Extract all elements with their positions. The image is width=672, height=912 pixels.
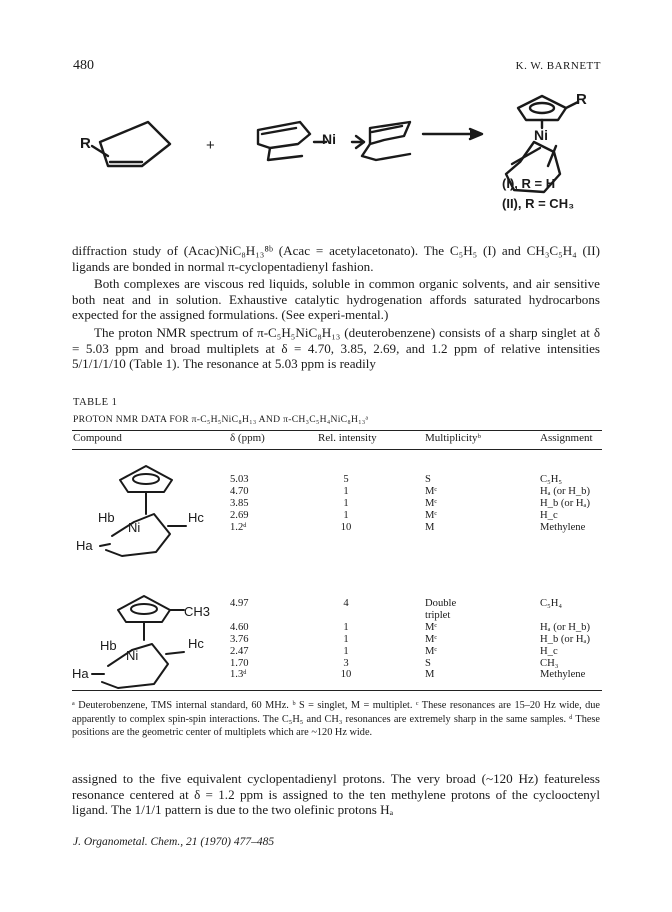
block2-multiplicity: Mᶜ bbox=[425, 633, 438, 645]
table-top-rule bbox=[72, 430, 602, 431]
block1-multiplicity-column bbox=[425, 474, 437, 534]
table-bottom-rule bbox=[72, 690, 602, 691]
header-assignment: Assignment bbox=[540, 432, 593, 444]
block1-delta: 2.69 bbox=[230, 509, 249, 521]
block2-intensity bbox=[336, 610, 356, 622]
struct1-hc-label: Hc bbox=[188, 510, 204, 525]
block2-intensity-column bbox=[336, 598, 356, 681]
page-number: 480 bbox=[73, 58, 94, 73]
nickel-label-reactant: Ni bbox=[322, 131, 336, 147]
block1-delta: 4.70 bbox=[230, 485, 249, 497]
block1-multiplicity: Mᶜ bbox=[425, 497, 438, 509]
block1-delta: 3.85 bbox=[230, 497, 249, 509]
block2-multiplicity: M bbox=[425, 669, 435, 681]
substituent-r-left: R bbox=[80, 135, 91, 152]
block1-multiplicity: Mᶜ bbox=[425, 509, 438, 521]
block1-intensity: 10 bbox=[340, 521, 352, 533]
block2-assignment: C₅H₄ bbox=[540, 598, 563, 609]
block2-intensity: 1 bbox=[343, 621, 349, 633]
block1-intensity: 5 bbox=[343, 474, 349, 485]
block2-assignment-column bbox=[540, 598, 590, 681]
block2-delta: 1.3ᵈ bbox=[230, 669, 247, 681]
struct1-ha-label: Ha bbox=[76, 538, 93, 553]
cyclopentadiene-reactant bbox=[92, 122, 170, 166]
struct2-ch3-label: CH3 bbox=[184, 604, 211, 619]
block2-assignment: CH₃ bbox=[540, 657, 559, 669]
block1-assignment: C₅H₅ bbox=[540, 474, 563, 485]
block2-assignment: Hₐ (or H_b) bbox=[540, 621, 590, 633]
block1-assignment: H_b (or Hₐ) bbox=[540, 497, 590, 509]
header-delta: δ (ppm) bbox=[230, 432, 265, 444]
journal-footer: J. Organometal. Chem., 21 (1970) 477–485 bbox=[73, 836, 275, 848]
reaction-scheme bbox=[70, 82, 610, 232]
header-multiplicity: Multiplicityᵇ bbox=[425, 432, 481, 444]
block2-delta: 4.97 bbox=[230, 598, 249, 609]
closing-paragraph: assigned to the five equivalent cyclopentadienyl protons. The very broad (~120 Hz) featureless resonance centered at δ = 1.2 ppm is assigned to the ten methylene protons of the cyclooctenyl ligand. The 1/1/1 pattern is due to the two olefinic protons Hₐ bbox=[72, 771, 600, 818]
block2-multiplicity: triplet bbox=[425, 609, 451, 621]
struct2-ha-label: Ha bbox=[72, 666, 89, 681]
block2-intensity: 10 bbox=[340, 669, 352, 681]
block1-intensity: 1 bbox=[343, 497, 349, 509]
struct2-hb-label: Hb bbox=[100, 638, 117, 653]
table-header-rule bbox=[72, 449, 602, 450]
block2-assignment bbox=[540, 610, 590, 622]
structure-cp-nickel bbox=[72, 452, 222, 562]
block2-delta: 1.70 bbox=[230, 657, 249, 669]
block1-multiplicity: S bbox=[425, 474, 431, 485]
struct1-hb-label: Hb bbox=[98, 510, 115, 525]
block2-assignment: Methylene bbox=[540, 669, 586, 681]
block1-multiplicity: M bbox=[425, 521, 435, 533]
block2-intensity: 1 bbox=[343, 633, 349, 645]
table-caption: PROTON NMR DATA FOR π-C₅H₅NiC₈H₁₃ AND π-CH₃C₅H₄NiC₈H₁₃ᵃ bbox=[73, 414, 369, 425]
block1-intensity: 1 bbox=[343, 485, 349, 497]
block1-multiplicity: Mᶜ bbox=[425, 485, 438, 497]
compound-label-1: (I), R = H bbox=[502, 176, 556, 191]
block2-delta: 3.76 bbox=[230, 633, 249, 645]
block2-intensity: 3 bbox=[343, 657, 349, 669]
block2-assignment: H_c bbox=[540, 645, 558, 657]
paragraph-2: Both complexes are viscous red liquids, soluble in common organic solvents, and air sensitive both neat and in solution. Exhaustive catalytic hydrogenation affords saturated hydrocarbons expected for the assigned formulations. (See experi-mental.) bbox=[72, 276, 600, 323]
block2-delta: 2.47 bbox=[230, 645, 249, 657]
block2-delta-column bbox=[230, 598, 249, 681]
block1-assignment: Hₐ (or H_b) bbox=[540, 485, 590, 497]
header-compound: Compound bbox=[73, 432, 122, 444]
struct2-hc-label: Hc bbox=[188, 636, 204, 651]
block2-assignment: H_b (or Hₐ) bbox=[540, 633, 590, 645]
substituent-r-product: R bbox=[576, 91, 587, 108]
structure-methylcp-nickel bbox=[66, 588, 236, 698]
block2-multiplicity: Mᶜ bbox=[425, 621, 438, 633]
nickel-label-product: Ni bbox=[534, 127, 548, 143]
table-footnote: ᵃ Deuterobenzene, TMS internal standard, 60 MHz. ᵇ S = singlet, M = multiplet. ᶜ These resonances are 15–20 Hz wide, due apparently to complex spin-spin interactions. The C₅H₅ and CH₃ resonances are extremely sharp in the same samples. ᵈ These positions are the geometric center of multiplets which are ~120 Hz wide. bbox=[72, 700, 600, 739]
block1-assignment-column bbox=[540, 474, 590, 534]
compound-label-2: (II), R = CH₃ bbox=[502, 196, 575, 211]
block2-multiplicity-column bbox=[425, 598, 456, 681]
paragraph-1: diffraction study of (Acac)NiC₈H₁₃⁸ᵇ (Acac = acetylacetonato). The C₅H₅ (I) and CH₃C₅H₄ (II) ligands are bonded in normal π-cyclopentadienyl fashion. bbox=[72, 243, 600, 274]
block1-delta: 5.03 bbox=[230, 474, 249, 485]
table-label: TABLE 1 bbox=[73, 397, 118, 408]
block2-delta bbox=[230, 610, 249, 622]
reaction-arrow bbox=[423, 129, 482, 139]
block1-assignment: H_c bbox=[540, 509, 558, 521]
struct2-ni-label: Ni bbox=[126, 648, 139, 663]
block2-intensity: 1 bbox=[343, 645, 349, 657]
plus-sign: + bbox=[206, 137, 215, 154]
block1-intensity: 1 bbox=[343, 509, 349, 521]
block2-delta: 4.60 bbox=[230, 621, 249, 633]
block2-multiplicity: S bbox=[425, 657, 431, 669]
block1-assignment: Methylene bbox=[540, 521, 586, 533]
block1-delta-column bbox=[230, 474, 249, 534]
block2-intensity: 4 bbox=[343, 598, 349, 609]
block2-multiplicity: Mᶜ bbox=[425, 645, 438, 657]
block1-intensity-column bbox=[336, 474, 356, 534]
header-rel-intensity: Rel. intensity bbox=[318, 432, 377, 444]
running-head: K. W. BARNETT bbox=[515, 60, 601, 72]
struct1-ni-label: Ni bbox=[128, 520, 141, 535]
block2-multiplicity: Double bbox=[425, 598, 457, 609]
block1-delta: 1.2ᵈ bbox=[230, 521, 247, 533]
paragraph-3: The proton NMR spectrum of π-C₅H₅NiC₈H₁₃ (deuterobenzene) consists of a sharp singlet at δ = 5.03 ppm and broad multiplets at δ = 4.70, 3.85, 2.69, and 1.2 ppm of relative intensities 5/1/1/1/10 (Table 1). The resonance at 5.03 ppm is readily bbox=[72, 325, 600, 372]
